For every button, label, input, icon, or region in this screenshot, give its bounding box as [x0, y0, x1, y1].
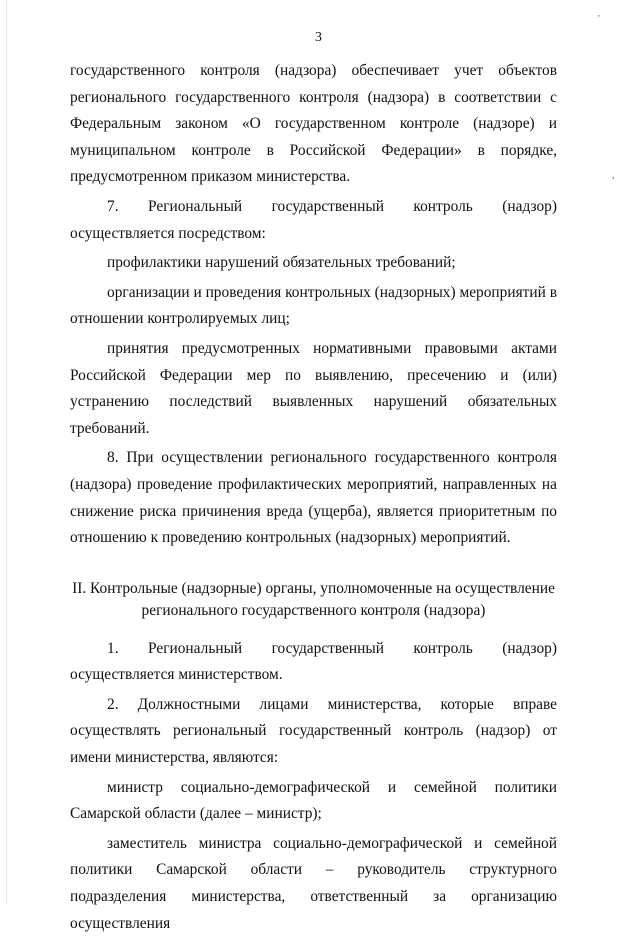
paragraph: 1. Региональный государственный контроль (надзор) осуществляется министерством.: [70, 639, 557, 684]
paragraph: министр социально-демографической и семейной политики Самарской области (далее – министр);: [70, 778, 557, 823]
section-heading: [70, 578, 557, 622]
page-number: 3: [315, 30, 322, 45]
section-heading-line: II. Контрольные (надзорные) органы, уполномоченные на осуществление: [72, 579, 555, 597]
paragraph: 2. Должностными лицами министерства, которые вправе осуществлять региональный государственный контроль (надзор) от имени министерства, являются:: [70, 695, 557, 767]
section-heading-line: регионального государственного контроля (надзора): [141, 601, 486, 619]
paragraph: заместитель министра социально-демографической и семейной политики Самарской области – руководитель структурного подразделения министерства, ответственный за организацию осуществления: [70, 834, 557, 932]
paragraph: государственного контроля (надзора) обеспечивает учет объектов регионального государственного контроля (надзора) в соответствии с Федеральным законом «О государственном контроле (надзоре) и муниципальном контроле в Российской Федерации» в порядке, предусмотренном приказом министерства.: [70, 62, 557, 186]
scan-speck: ': [598, 14, 600, 25]
paragraph: профилактики нарушений обязательных требований;: [107, 254, 456, 272]
paragraph: принятия предусмотренных нормативными правовыми актами Российской Федерации мер по выявлению, пресечению и (или) устранению последствий выявленных нарушений обязательных требований.: [70, 339, 557, 437]
scan-edge-line: [6, 0, 7, 905]
paragraph: 7. Региональный государственный контроль (надзор) осуществляется посредством:: [70, 197, 557, 242]
scan-speck: ,: [612, 170, 615, 181]
paragraph: 8. При осуществлении регионального государственного контроля (надзора) проведение профилактических мероприятий, направленных на снижение риска причинения вреда (ущерба), является приоритетным по отношению к проведению контрольных (надзорных) мероприятий.: [70, 449, 557, 547]
paragraph: организации и проведения контрольных (надзорных) мероприятий в отношении контролируемых лиц;: [70, 283, 557, 328]
document-body: [70, 58, 557, 937]
